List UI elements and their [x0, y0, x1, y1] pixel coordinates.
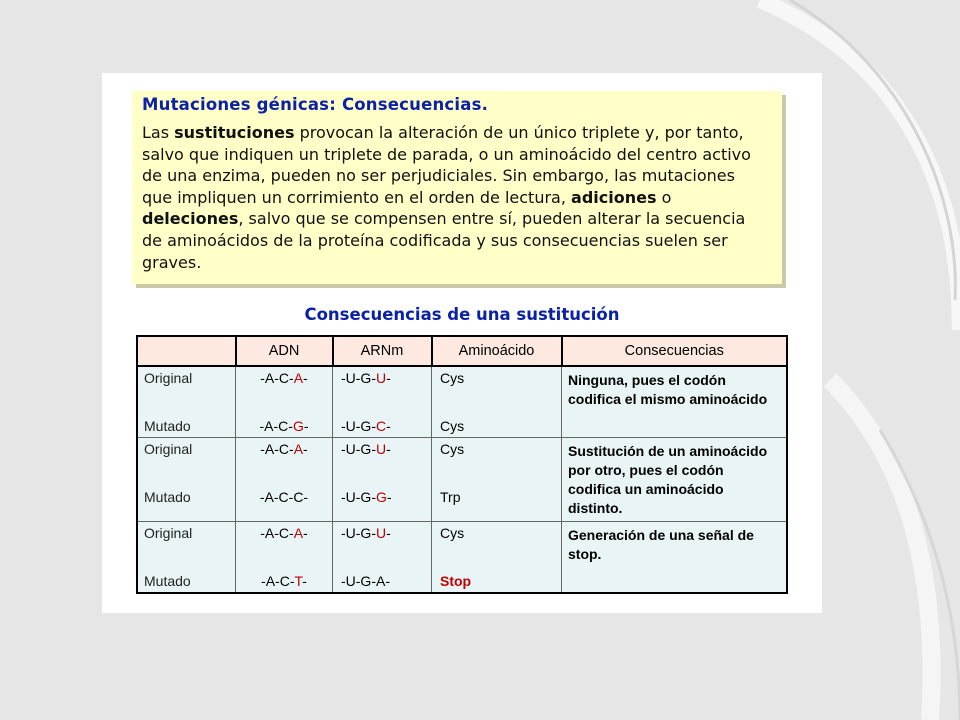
explanation-box [132, 91, 782, 284]
label-mutado: Mutado [144, 418, 191, 434]
arn-original: -U-G-U- [341, 370, 391, 386]
arn-original: -U-G-U- [341, 441, 391, 457]
arn-cell [333, 522, 432, 594]
note-text [142, 122, 770, 273]
row-labels [137, 438, 236, 522]
header-empty [137, 336, 236, 366]
note-title: Mutaciones génicas: Consecuencias. [142, 95, 489, 114]
adn-original: -A-C-A- [260, 370, 308, 386]
header-aminoacido: Aminoácido [432, 336, 562, 366]
adn-original: -A-C-A- [260, 441, 308, 457]
arn-original: -U-G-U- [341, 525, 391, 541]
arn-mutado: -U-G-G- [341, 489, 392, 505]
adn-original: -A-C-A- [260, 525, 308, 541]
consequence-cell: Sustitución de un aminoácido por otro, pues el codón codifica un aminoácido distinto. [562, 438, 788, 522]
arn-cell [333, 438, 432, 522]
header-arnm: ARNm [333, 336, 432, 366]
label-mutado: Mutado [144, 489, 191, 505]
consequence-cell: Ninguna, pues el codón codifica el mismo aminoácido [562, 366, 788, 438]
slide [102, 73, 822, 613]
label-original: Original [144, 441, 193, 457]
term-sustituciones: sustituciones [174, 123, 295, 142]
aminoacid-mutado: Cys [440, 418, 465, 434]
note-text-part: Las [142, 123, 175, 142]
header-adn: ADN [236, 336, 333, 366]
aminoacid-mutado: Trp [440, 489, 461, 505]
adn-mutado: -A-C-T- [261, 573, 307, 589]
label-mutado: Mutado [144, 573, 191, 589]
arn-mutado: -U-G-A- [341, 573, 390, 589]
term-adiciones: adiciones [571, 187, 657, 207]
table-row [137, 366, 787, 438]
consequence-cell: Generación de una señal de stop. [562, 522, 788, 594]
aminoacid-cell [432, 522, 562, 594]
aminoacid-cell [432, 438, 562, 522]
table-title: Consecuencias de una sustitución [304, 305, 620, 324]
term-deleciones: deleciones [142, 209, 239, 229]
adn-cell [236, 522, 333, 594]
aminoacid-original: Cys [440, 441, 465, 457]
adn-cell [236, 438, 333, 522]
label-original: Original [144, 370, 193, 386]
label-original: Original [144, 525, 193, 541]
note-text-part: provocan la alteración de un único triplete y, por tanto, salvo que indiquen un triplete de parada, o un aminoácido del centro activo de una enzima, pueden no ser perjudiciales. Sin embargo, las mutaciones que impliquen un corrimiento en el orden de lectura, [142, 123, 751, 207]
adn-mutado: -A-C-G- [259, 418, 309, 434]
adn-mutado: -A-C-C- [259, 489, 309, 505]
aminoacid-original: Cys [440, 525, 465, 541]
aminoacid-original: Cys [440, 370, 465, 386]
row-labels [137, 522, 236, 594]
row-labels [137, 366, 236, 438]
arn-mutado: -U-G-C- [341, 418, 391, 434]
adn-cell [236, 366, 333, 438]
aminoacid-mutado-stop: Stop [440, 573, 472, 589]
note-text-part: o [656, 187, 672, 207]
table-row [137, 522, 787, 594]
aminoacid-cell [432, 366, 562, 438]
consequences-table [136, 335, 788, 594]
note-text-part: , salvo que se compensen entre sí, pueden alterar la secuencia de aminoácidos de la proteína codificada y sus consecuencias suelen ser graves. [142, 209, 746, 272]
arn-cell [333, 366, 432, 438]
table-header-row [137, 336, 787, 366]
header-consecuencias: Consecuencias [562, 336, 788, 366]
table-row [137, 438, 787, 522]
